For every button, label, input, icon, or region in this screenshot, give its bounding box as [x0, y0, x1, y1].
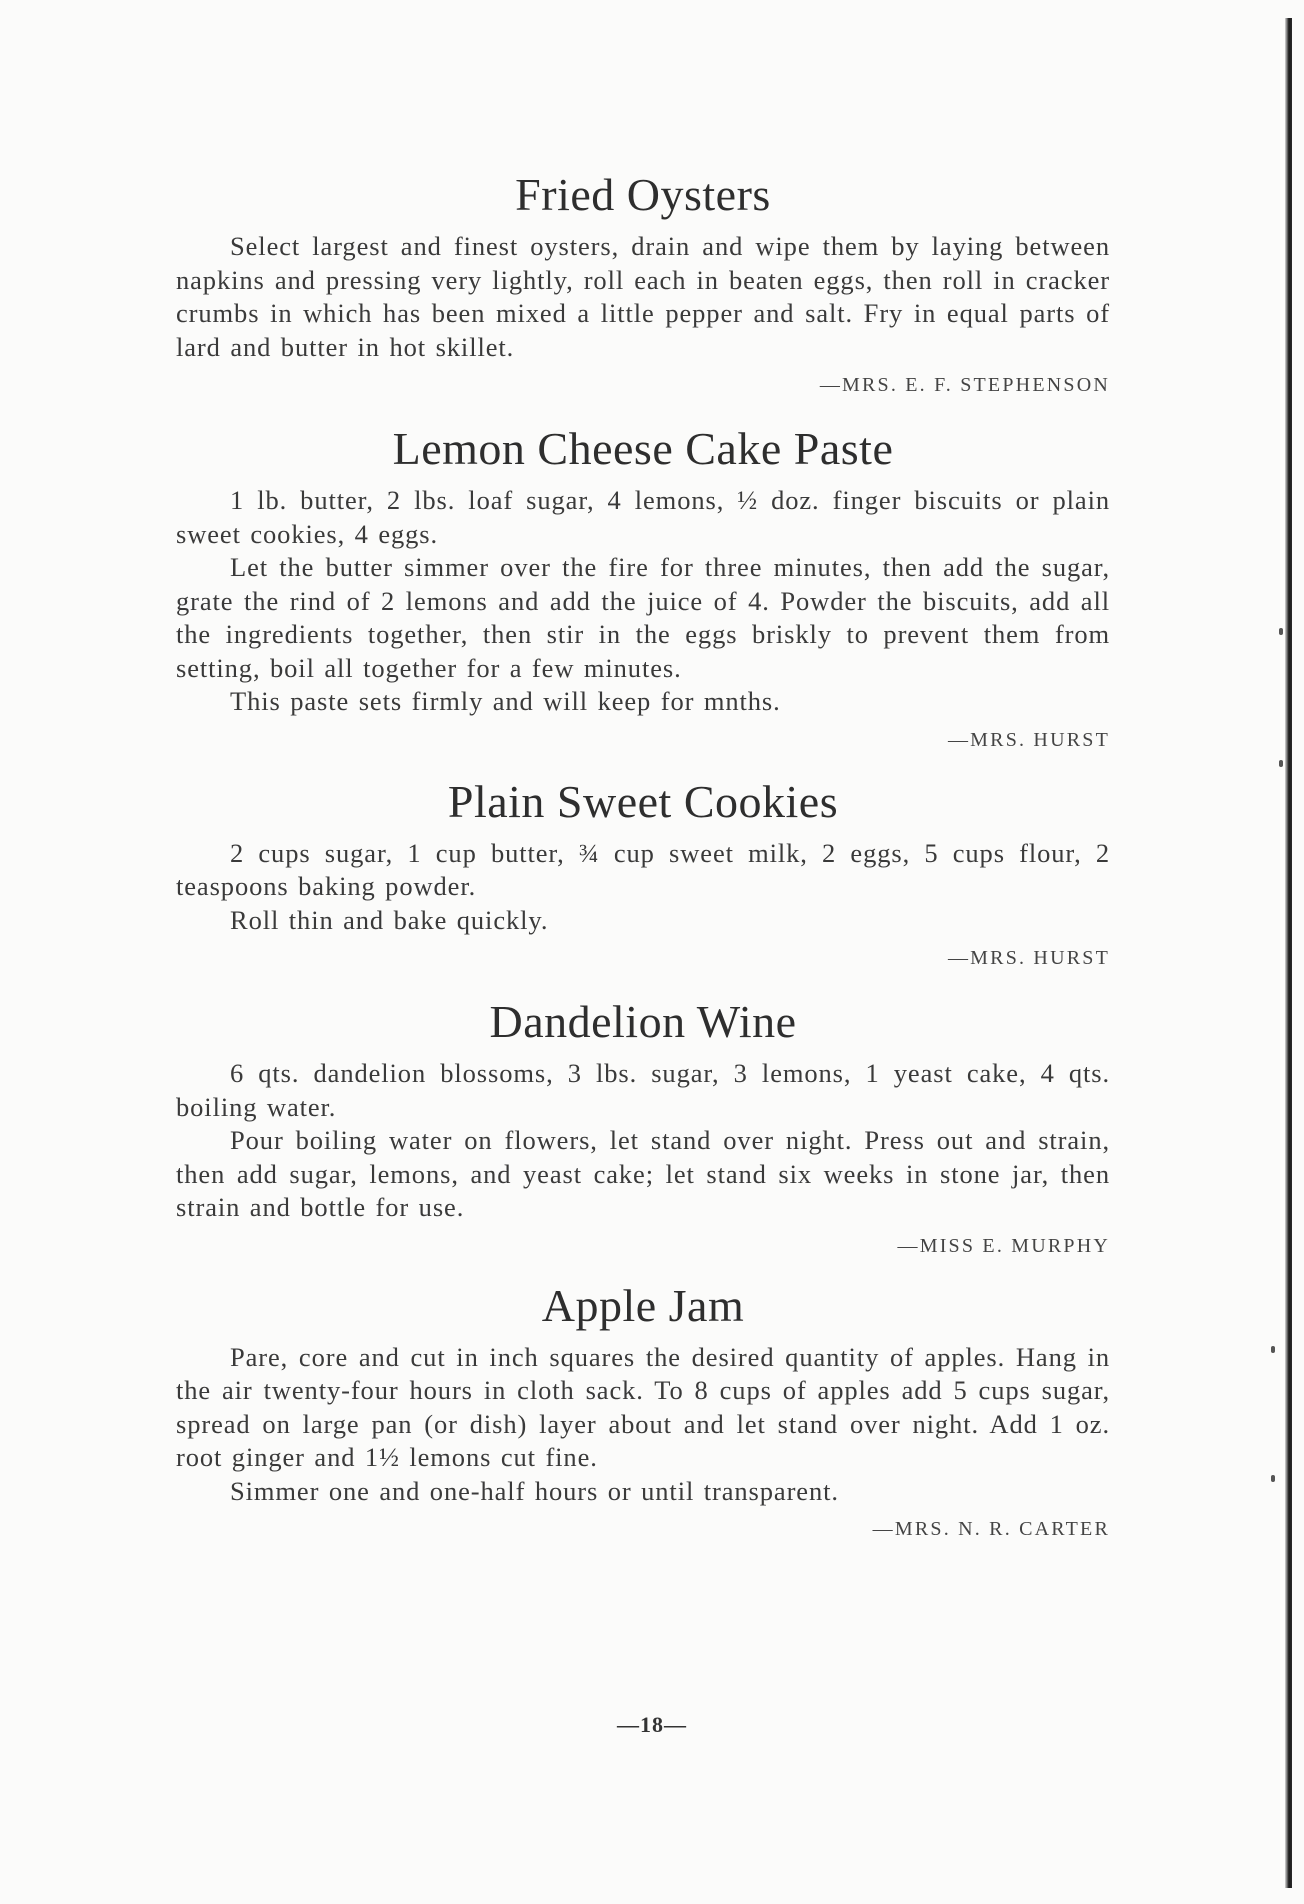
- recipe-author: —MISS E. MURPHY: [897, 1234, 1110, 1257]
- recipe-paragraph: Pare, core and cut in inch squares the desired quantity of apples. Hang in the air twenty-four hours in cloth sack. To 8 cups of apples add 5 cups sugar, spread on large pan (or dish) layer about and let stand over night. Add 1 oz. root ginger and 1½ lemons cut fine.: [176, 1341, 1110, 1472]
- recipe-paragraph: Select largest and finest oysters, drain and wipe them by laying between napkins and pressing very lightly, roll each in beaten eggs, then roll in cracker crumbs in which has been mixed a little pepper and salt. Fry in equal parts of lard and butter in hot skillet.: [176, 231, 1110, 362]
- recipe-title: Dandelion Wine: [489, 996, 797, 1047]
- page-speck: [1279, 760, 1283, 767]
- recipe-plain-sweet-cookies: [176, 775, 1110, 974]
- recipe-paragraph: 1 lb. butter, 2 lbs. loaf sugar, 4 lemons, ½ doz. finger biscuits or plain sweet cookies, 4 eggs.: [176, 485, 1110, 549]
- recipe-paragraph: Simmer one and one-half hours or until transparent.: [230, 1475, 839, 1506]
- page-content: [176, 168, 1110, 1544]
- recipe-title: Fried Oysters: [515, 169, 771, 220]
- page-speck: [1271, 1475, 1275, 1482]
- page-number: —18—: [617, 1712, 687, 1737]
- recipe-paragraph: Pour boiling water on flowers, let stand over night. Press out and strain, then add sugar, lemons, and yeast cake; let stand six weeks in stone jar, then strain and bottle for use.: [176, 1125, 1110, 1222]
- recipe-dandelion-wine: [176, 995, 1110, 1261]
- recipe-paragraph: Let the butter simmer over the fire for three minutes, then add the sugar, grate the rind of 2 lemons and add the juice of 4. Powder the biscuits, add all the ingredients together, then stir in the eggs briskly to prevent them from setting, boil all together for a few minutes.: [176, 552, 1110, 683]
- recipe-paragraph: 6 qts. dandelion blossoms, 3 lbs. sugar, 3 lemons, 1 yeast cake, 4 qts. boiling water.: [176, 1058, 1110, 1122]
- recipe-title: Lemon Cheese Cake Paste: [392, 423, 894, 474]
- recipe-apple-jam: [176, 1279, 1110, 1545]
- recipe-paragraph: This paste sets firmly and will keep for mnths.: [230, 686, 781, 716]
- recipe-author: —MRS. E. F. STEPHENSON: [819, 374, 1110, 396]
- page-speck: [1271, 1346, 1275, 1353]
- recipe-fried-oysters: [176, 168, 1110, 400]
- page-speck: [1279, 628, 1283, 635]
- recipe-author: —MRS. HURST: [947, 728, 1110, 751]
- recipe-paragraph: 2 cups sugar, 1 cup butter, ¾ cup sweet milk, 2 eggs, 5 cups flour, 2 teaspoons baking powder.: [176, 837, 1110, 901]
- recipe-author: —MRS. HURST: [947, 947, 1110, 969]
- recipe-paragraph: Roll thin and bake quickly.: [230, 904, 549, 935]
- recipe-title: Apple Jam: [541, 1279, 745, 1331]
- recipe-author: —MRS. N. R. CARTER: [872, 1518, 1110, 1540]
- recipe-title: Plain Sweet Cookies: [447, 775, 839, 827]
- page-edge: [1285, 18, 1292, 1888]
- recipe-lemon-cheese-cake-paste: [176, 422, 1110, 755]
